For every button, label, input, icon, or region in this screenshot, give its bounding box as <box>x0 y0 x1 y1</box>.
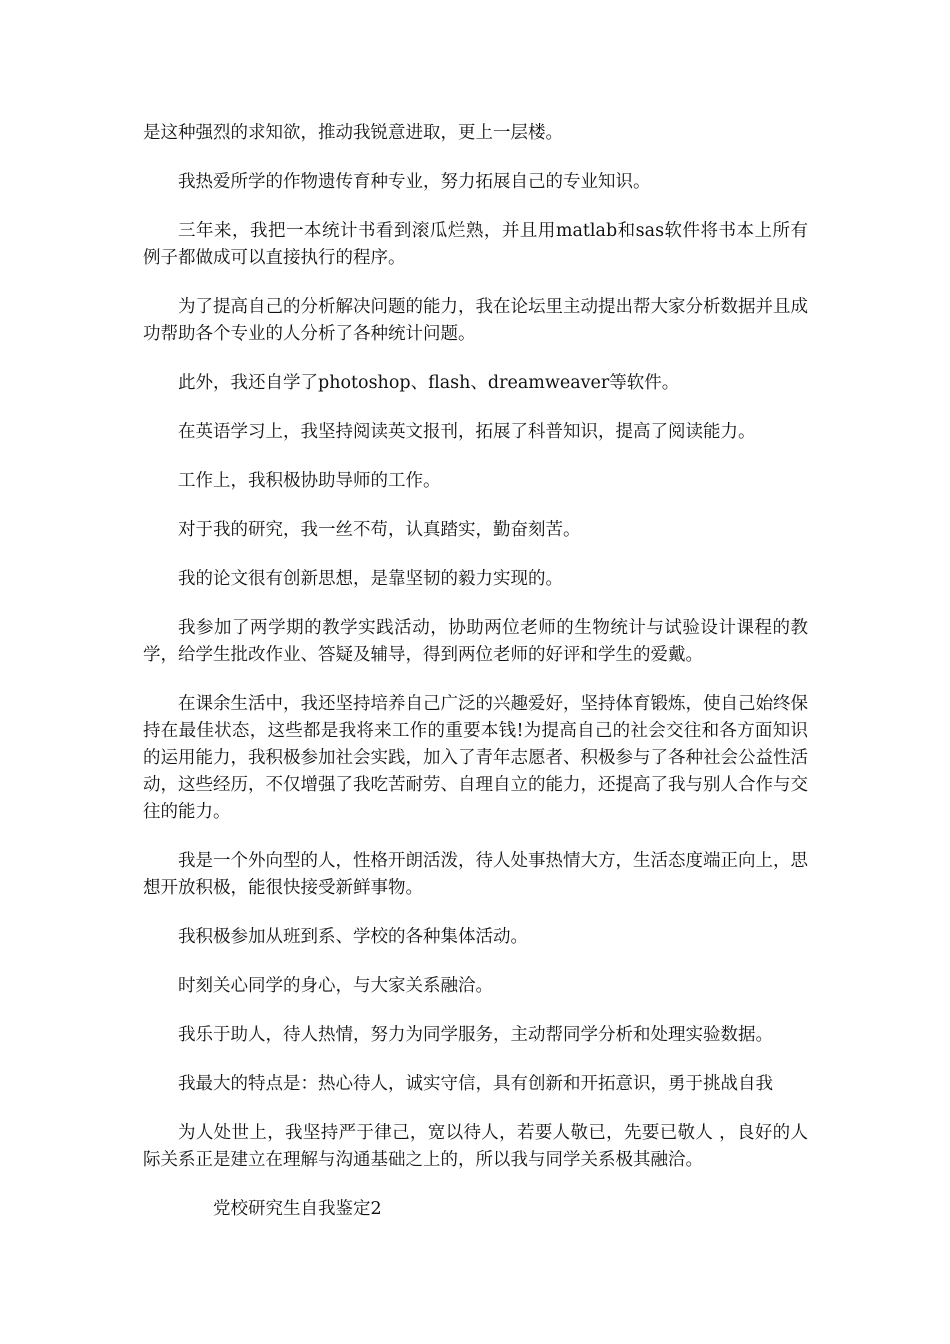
paragraph: 为人处世上，我坚持严于律己，宽以待人，若要人敬已，先要已敬人 ，良好的人际关系正是建立在理解与沟通基础之上的，所以我与同学关系极其融洽。 <box>143 1123 808 1170</box>
section-title: 党校研究生自我鉴定2 <box>213 1199 382 1219</box>
paragraph: 我最大的特点是：热心待人，诚实守信，具有创新和开拓意识，勇于挑战自我 <box>178 1074 773 1094</box>
paragraph: 我乐于助人，待人热情，努力为同学服务，主动帮同学分析和处理实验数据。 <box>178 1025 773 1045</box>
paragraph: 是这种强烈的求知欲，推动我锐意进取，更上一层楼。 <box>143 123 563 143</box>
paragraph: 在课余生活中，我还坚持培养自己广泛的兴趣爱好，坚持体育锻炼，使自己始终保持在最佳状态，这些都是我将来工作的重要本钱!为提高自己的社会交往和各方面知识的运用能力，我积极参加社会实践，加入了青年志愿者、积极参与了各种社会公益性活动，这些经历，不仅增强了我吃苦耐劳、自理自立的能力，还提高了我与别人合作与交往的能力。 <box>143 694 808 822</box>
paragraph: 三年来，我把一本统计书看到滚瓜烂熟，并且用matlab和sas软件将书本上所有例子都做成可以直接执行的程序。 <box>143 221 808 268</box>
paragraph: 我的论文很有创新思想，是靠坚韧的毅力实现的。 <box>178 569 563 589</box>
paragraph: 对于我的研究，我一丝不苟，认真踏实，勤奋刻苦。 <box>178 520 581 540</box>
paragraph: 在英语学习上，我坚持阅读英文报刊，拓展了科普知识，提高了阅读能力。 <box>178 422 756 442</box>
paragraph: 我参加了两学期的教学实践活动，协助两位老师的生物统计与试验设计课程的教学，给学生批改作业、答疑及辅导，得到两位老师的好评和学生的爱戴。 <box>143 618 808 665</box>
paragraph: 我热爱所学的作物遗传育种专业，努力拓展自己的专业知识。 <box>178 172 651 192</box>
paragraph: 此外，我还自学了photoshop、flash、dreamweaver等软件。 <box>178 373 680 393</box>
paragraph: 时刻关心同学的身心，与大家关系融洽。 <box>178 976 493 996</box>
paragraph: 我积极参加从班到系、学校的各种集体活动。 <box>178 927 528 947</box>
document-body <box>143 120 808 1245</box>
paragraph: 工作上，我积极协助导师的工作。 <box>178 471 441 491</box>
paragraph: 我是一个外向型的人，性格开朗活泼，待人处事热情大方，生活态度端正向上，思想开放积极，能很快接受新鲜事物。 <box>143 851 808 898</box>
paragraph: 为了提高自己的分析解决问题的能力，我在论坛里主动提出帮大家分析数据并且成功帮助各个专业的人分析了各种统计问题。 <box>143 297 808 344</box>
